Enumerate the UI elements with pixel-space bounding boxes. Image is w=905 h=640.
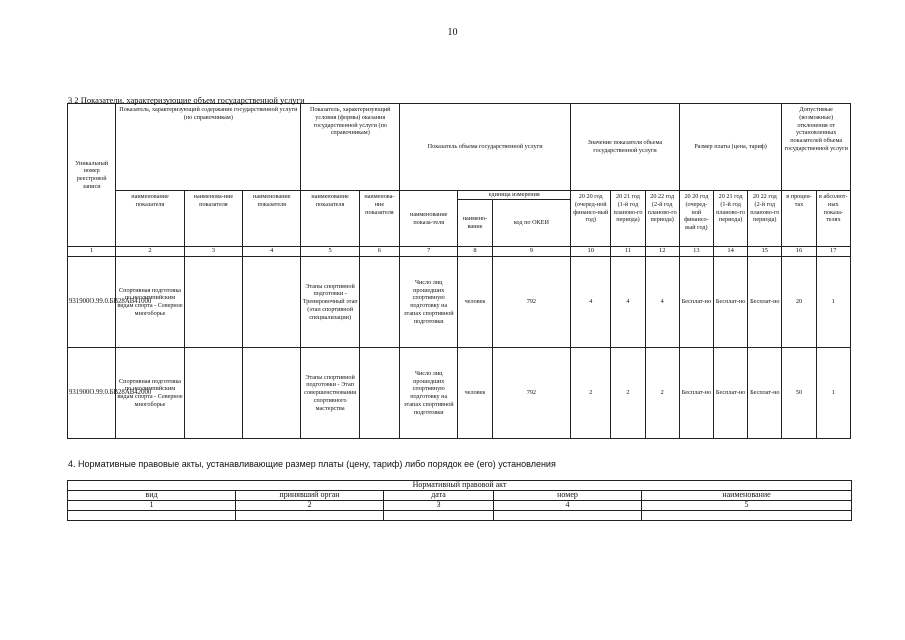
volume-indicators-table bbox=[67, 103, 851, 439]
okei-code: 792 bbox=[492, 257, 571, 348]
header-deviation-group: Допустимые (возможные) отклонения от установленных показателей объема государственной услуги bbox=[782, 104, 851, 191]
header-value-year-3: 20 22 год (2-й год планово-го периода) bbox=[645, 191, 679, 247]
section-3-2-title: 3 2 Показатели, характеризующие объем государственной услуги bbox=[68, 95, 305, 105]
fee-year-1: Бесплат-но bbox=[679, 257, 713, 348]
header-unit-okei: код по ОКЕИ bbox=[492, 200, 571, 247]
header-value-group: Значение показателя объема государственной услуги bbox=[571, 104, 680, 191]
column-number: 4 bbox=[243, 247, 301, 257]
okei-code: 792 bbox=[492, 348, 571, 439]
column-number: 15 bbox=[748, 247, 782, 257]
fee-year-1: Бесплат-но bbox=[679, 348, 713, 439]
registry-code: 931900О.99.0.БВ28АВ42000 bbox=[68, 348, 116, 439]
registry-code: 931900О.99.0.БВ28АВ41000 bbox=[68, 257, 116, 348]
column-number: 8 bbox=[458, 247, 492, 257]
section-4-title: 4. Нормативные правовые акты, устанавливающие размер платы (цену, тариф) либо порядок ее (его) установления bbox=[68, 459, 556, 469]
header-conditions-group: Показатель, характеризующий условия (формы) оказания государственной услуги (по справочникам) bbox=[301, 104, 400, 191]
empty-cell bbox=[359, 348, 399, 439]
value-year-1: 4 bbox=[571, 257, 611, 348]
header-conditions-col-1: наименование показателя bbox=[301, 191, 359, 247]
header-fee-year-3: 20 22 год (2-й год планово-го периода) bbox=[748, 191, 782, 247]
fee-year-2: Бесплат-но bbox=[714, 348, 748, 439]
header-value-year-1: 20 20 год (очеред-ной финансо-вый год) bbox=[571, 191, 611, 247]
column-number: 3 bbox=[384, 501, 494, 511]
deviation-percent: 50 bbox=[782, 348, 816, 439]
empty-cell bbox=[359, 257, 399, 348]
deviation-percent: 20 bbox=[782, 257, 816, 348]
column-number: 6 bbox=[359, 247, 399, 257]
normative-act-group-header: Нормативный правовой акт bbox=[68, 481, 852, 491]
table-row bbox=[68, 348, 851, 439]
page-number: 10 bbox=[447, 27, 458, 38]
header-content-col-1: наименование показателя bbox=[116, 191, 184, 247]
column-number: 16 bbox=[782, 247, 816, 257]
unit-name: человек bbox=[458, 257, 492, 348]
header-content-group: Показатель, характеризующий содержание государственной услуги (по справочникам) bbox=[116, 104, 301, 191]
unit-name: человек bbox=[458, 348, 492, 439]
value-year-2: 4 bbox=[611, 257, 645, 348]
header-content-col-2: наименова-ние показателя bbox=[184, 191, 242, 247]
empty-cell bbox=[184, 348, 242, 439]
empty-cell bbox=[68, 511, 236, 521]
header-unit-name: наимено-вание bbox=[458, 200, 492, 247]
indicator-name: Число лиц прошедших спортивную подготовку на этапах спортивной подготовки bbox=[400, 348, 458, 439]
column-header-name: наименование bbox=[642, 491, 852, 501]
value-year-1: 2 bbox=[571, 348, 611, 439]
column-header-date: дата bbox=[384, 491, 494, 501]
table-row bbox=[68, 511, 852, 521]
service-content: Спортивная подготовка по неолимпийским видам спорта - Северное многоборье bbox=[116, 257, 184, 348]
column-number: 5 bbox=[301, 247, 359, 257]
column-number: 17 bbox=[816, 247, 850, 257]
value-year-3: 4 bbox=[645, 257, 679, 348]
service-content: Спортивная подготовка по неолимпийским видам спорта - Северное многоборье bbox=[116, 348, 184, 439]
column-number: 1 bbox=[68, 501, 236, 511]
table-row bbox=[68, 257, 851, 348]
empty-cell bbox=[243, 257, 301, 348]
empty-cell bbox=[642, 511, 852, 521]
header-unit-group: единица измерения bbox=[458, 191, 571, 200]
column-number: 5 bbox=[642, 501, 852, 511]
column-header-type: вид bbox=[68, 491, 236, 501]
column-number: 1 bbox=[68, 247, 116, 257]
indicator-name: Число лиц прошедших спортивную подготовку на этапах спортивной подготовки bbox=[400, 257, 458, 348]
header-fee-group: Размер платы (цена, тариф) bbox=[679, 104, 782, 191]
deviation-absolute: 1 bbox=[816, 257, 850, 348]
column-header-number: номер bbox=[494, 491, 642, 501]
header-conditions-col-2: наименова-ние показателя bbox=[359, 191, 399, 247]
empty-cell bbox=[243, 348, 301, 439]
header-fee-year-1: 20 20 год (очеред-ной финансо-вый год) bbox=[679, 191, 713, 247]
header-content-col-3: наименование показателя bbox=[243, 191, 301, 247]
service-condition: Этапы спортивной подготовки - Этап совершенствования спортивного мастерства bbox=[301, 348, 359, 439]
fee-year-2: Бесплат-но bbox=[714, 257, 748, 348]
header-volume-name: наименование показа-теля bbox=[400, 191, 458, 247]
column-number: 7 bbox=[400, 247, 458, 257]
header-volume-group: Показатель объема государственной услуги bbox=[400, 104, 571, 191]
header-fee-year-2: 20 21 год (1-й год планово-го периода) bbox=[714, 191, 748, 247]
column-number: 14 bbox=[714, 247, 748, 257]
column-number: 4 bbox=[494, 501, 642, 511]
normative-acts-table bbox=[67, 480, 852, 521]
column-number: 13 bbox=[679, 247, 713, 257]
value-year-2: 2 bbox=[611, 348, 645, 439]
column-number: 10 bbox=[571, 247, 611, 257]
fee-year-3: Бесплат-но bbox=[748, 257, 782, 348]
column-number: 2 bbox=[236, 501, 384, 511]
column-number: 11 bbox=[611, 247, 645, 257]
empty-cell bbox=[236, 511, 384, 521]
header-deviation-percent: в процен-тах bbox=[782, 191, 816, 247]
header-unique-number: Уникальный номер реестровой записи bbox=[68, 104, 116, 247]
column-header-issuing-body: принявший орган bbox=[236, 491, 384, 501]
header-deviation-absolute: в абсолют-ных показа-телях bbox=[816, 191, 850, 247]
value-year-3: 2 bbox=[645, 348, 679, 439]
deviation-absolute: 1 bbox=[816, 348, 850, 439]
column-number: 2 bbox=[116, 247, 184, 257]
column-number: 3 bbox=[184, 247, 242, 257]
column-number: 9 bbox=[492, 247, 571, 257]
header-value-year-2: 20 21 год (1-й год планово-го периода) bbox=[611, 191, 645, 247]
column-number: 12 bbox=[645, 247, 679, 257]
empty-cell bbox=[384, 511, 494, 521]
service-condition: Этапы спортивной подготовки - Тренировочный этап (этап спортивной специализации) bbox=[301, 257, 359, 348]
empty-cell bbox=[494, 511, 642, 521]
empty-cell bbox=[184, 257, 242, 348]
fee-year-3: Бесплат-но bbox=[748, 348, 782, 439]
